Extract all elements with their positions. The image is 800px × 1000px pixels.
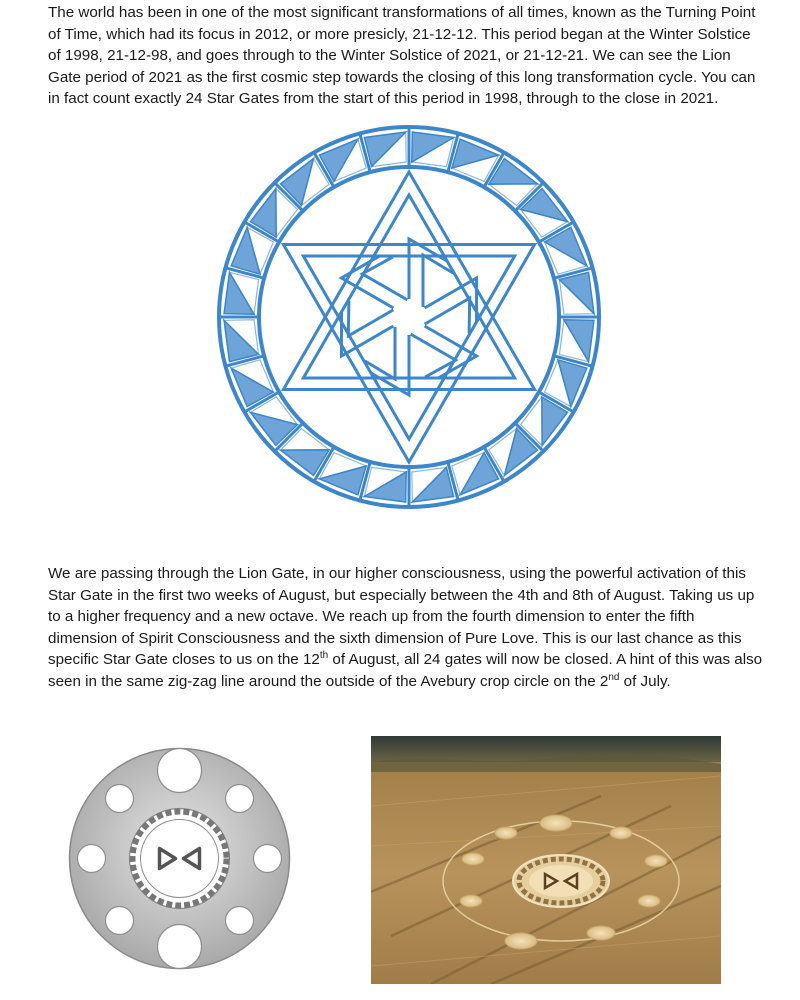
- bubble-circle: [226, 907, 254, 935]
- crop-bubble: [638, 895, 660, 907]
- crop-bubble: [610, 827, 632, 839]
- crop-bubble: [460, 895, 482, 907]
- lion-gate-text-a: We are passing through the Lion Gate, in our higher consciousness, using the powerful activation of this Star Gate in the first two weeks of August, but especially between the 4th and 8th of August. Taking us up to a higher frequency and a new octave. We reach up from the fourth dimension to enter the fifth dimension of Spirit Consciousness and the sixth dimension of Pure Love. This is our last chance as this specific Star Gate closes to us on the 12: [48, 565, 755, 668]
- bubble-circle: [158, 925, 202, 969]
- bubble-circle: [226, 785, 254, 813]
- ordinal-nd: nd: [608, 671, 620, 683]
- crop-bubble: [540, 815, 572, 831]
- bubble-circle: [254, 845, 282, 873]
- crop-bubble: [462, 853, 484, 865]
- lion-gate-text-b: of August, all 24 gates will now be closed. A hint of this was also seen in the same zig-zag line around the outside of the Avebury crop circle on the 2: [48, 651, 763, 690]
- crop-bubble: [645, 855, 667, 867]
- star-gate-illustration: [213, 121, 605, 513]
- bubble-circle: [106, 907, 134, 935]
- lion-gate-text-c: of July.: [619, 672, 671, 690]
- bubble-circle: [78, 845, 106, 873]
- lion-gate-paragraph: [48, 563, 763, 692]
- ordinal-th: th: [319, 649, 329, 661]
- avebury-crop-circle-photo: [371, 736, 721, 984]
- bubble-circle: [106, 785, 134, 813]
- inner-ring-inner: [141, 820, 219, 898]
- inner-ring: [259, 167, 559, 467]
- crop-bubble: [505, 933, 537, 949]
- crop-circle-drawing: [67, 746, 292, 971]
- star-gate-drawing: [213, 121, 605, 513]
- intro-paragraph: The world has been in one of the most significant transformations of all times, known as the Turning Point of Time, which had its focus in 2012, or more presicly, 21-12-12. This period began at the Winter Solstice of 1998, 21-12-98, and goes through to the Winter Solstice of 2021, or 21-12-21. We can see the Lion Gate period of 2021 as the first cosmic step towards the closing of this long transformation cycle. You can in fact count exactly 24 Star Gates from the start of this period in 1998, through to the close in 2021.: [48, 4, 756, 107]
- bubble-circle: [158, 749, 202, 793]
- crop-circle-sketch: [67, 746, 292, 971]
- crop-bubble: [495, 827, 517, 839]
- crop-bubble: [587, 926, 615, 940]
- crop-field-aerial: [371, 736, 721, 984]
